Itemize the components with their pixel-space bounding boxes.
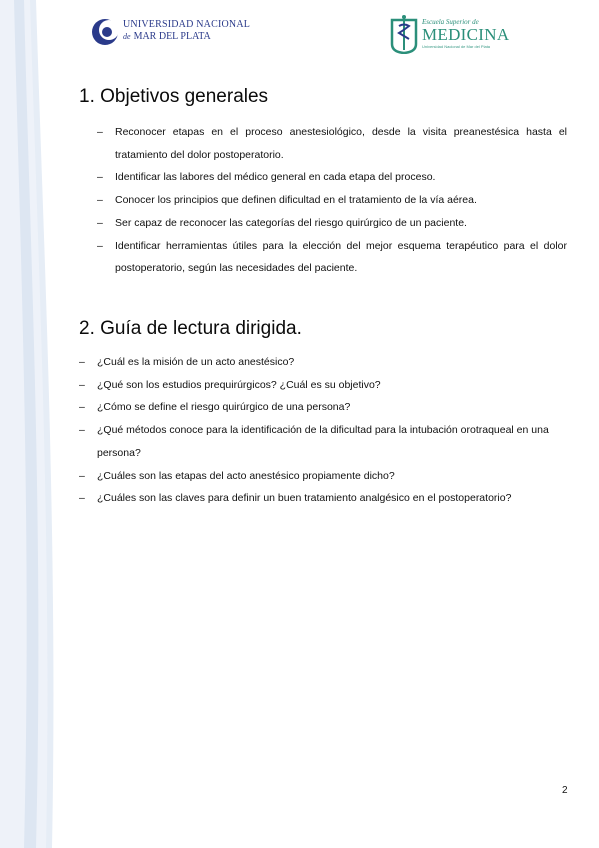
list-item-text: ¿Qué métodos conoce para la identificación de la dificultad para la intubación orotraqueal en una persona?	[97, 424, 549, 459]
medicine-emblem-icon	[390, 14, 418, 54]
bullet-dash: –	[79, 424, 85, 437]
bullet-dash: –	[97, 171, 103, 184]
list-item	[79, 374, 569, 397]
section-heading-reading-guide: 2. Guía de lectura dirigida.	[79, 318, 302, 339]
list-item-text: ¿Cuál es la misión de un acto anestésico?	[97, 356, 295, 368]
university-emblem-icon	[90, 17, 120, 47]
medicine-school-university: Universidad Nacional de Mar del Plata	[422, 44, 491, 49]
bullet-dash: –	[79, 356, 85, 368]
medicine-school-subtitle: Escuela Superior de	[422, 18, 479, 26]
university-name-line2	[123, 31, 250, 43]
bullet-dash: –	[97, 194, 103, 207]
list-item	[97, 166, 567, 189]
list-item	[79, 351, 569, 374]
medicine-school-logo	[390, 14, 520, 56]
university-logo	[90, 17, 251, 49]
bullet-dash: –	[97, 216, 103, 229]
bullet-dash: –	[79, 492, 85, 505]
bullet-dash: –	[79, 401, 85, 414]
list-item	[79, 465, 569, 488]
objectives-list	[97, 121, 567, 280]
bullet-dash: –	[79, 469, 85, 482]
list-item-text: Conocer los principios que definen dificultad en el tratamiento de la vía aérea.	[115, 194, 477, 207]
list-item	[79, 419, 569, 464]
list-item-text: ¿Qué son los estudios prequirúrgicos? ¿Cuál es su objetivo?	[97, 378, 381, 391]
bullet-dash: –	[97, 239, 103, 252]
list-item	[79, 396, 569, 419]
list-item-text: Identificar herramientas útiles para la elección del mejor esquema terapéutico para el dolor postoperatorio, según las necesidades del paciente.	[115, 239, 567, 275]
university-name-city: MAR DEL PLATA	[133, 31, 211, 42]
reading-guide-list	[79, 351, 569, 510]
bullet-dash: –	[79, 378, 85, 391]
bullet-dash: –	[97, 126, 103, 138]
list-item	[97, 235, 567, 280]
university-name-prefix: de	[123, 32, 131, 41]
page-number: 2	[562, 785, 568, 796]
list-item-text: ¿Cuáles son las etapas del acto anestésico propiamente dicho?	[97, 469, 395, 482]
medicine-school-title: MEDICINA	[422, 25, 510, 44]
list-item	[97, 212, 567, 235]
list-item-text: Reconocer etapas en el proceso anestesiológico, desde la visita preanestésica hasta el tratamiento del dolor postoperatorio.	[115, 126, 567, 161]
university-name-line1: UNIVERSIDAD NACIONAL	[123, 19, 251, 30]
list-item-text: Identificar las labores del médico general en cada etapa del proceso.	[115, 171, 436, 184]
list-item	[97, 189, 567, 212]
section-heading-objectives: 1. Objetivos generales	[79, 86, 269, 107]
list-item-text: ¿Cuáles son las claves para definir un buen tratamiento analgésico en el postoperatorio?	[97, 492, 512, 505]
list-item	[79, 487, 569, 510]
list-item	[97, 121, 567, 166]
list-item-text: Ser capaz de reconocer las categorías del riesgo quirúrgico de un paciente.	[115, 216, 467, 229]
list-item-text: ¿Cómo se define el riesgo quirúrgico de una persona?	[97, 401, 351, 414]
